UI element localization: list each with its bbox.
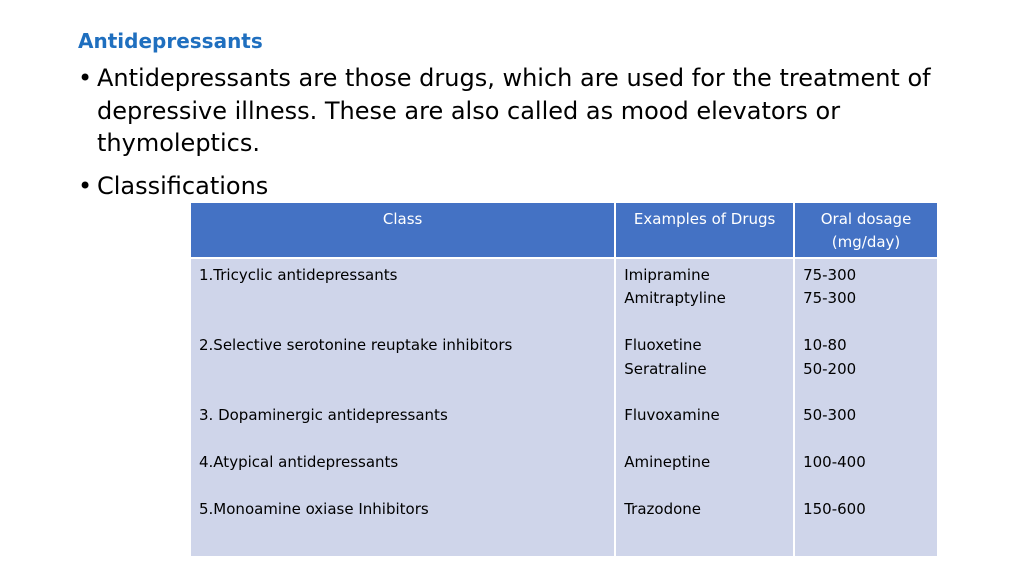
header-oral-dosage: Oral dosage (mg/day) [795,203,937,257]
dose-trazodone: 150-600 [803,500,866,518]
dose-fluvoxamine: 50-300 [803,406,857,425]
class-dopaminergic: 3. Dopaminergic antidepressants [199,406,448,425]
drug-amineptine: Amineptine [624,453,711,472]
header-examples: Examples of Drugs [616,203,793,257]
slide-title: Antidepressants [78,29,263,53]
antidepressant-table [189,201,939,558]
dosage-cell [795,259,937,556]
class-ssri: 2.Selective serotonine reuptake inhibitors [199,336,513,355]
dose-amineptine: 100-400 [803,453,866,472]
dose-amitraptyline: 75-300 [803,289,857,308]
dose-seratraline: 50-200 [803,359,857,378]
bullet-text-definition: Antidepressants are those drugs, which are used for the treatment of depressive illness. These are also called as mood elevators or thymoleptics. [97,64,931,157]
drug-seratraline: Seratraline [624,359,707,378]
dose-imipramine: 75-300 [803,266,857,284]
class-cell [191,259,614,556]
bullet-item-classifications [78,170,978,203]
class-atypical: 4.Atypical antidepressants [199,453,399,472]
table-header-row [191,203,937,257]
table-row [191,259,937,556]
dose-fluoxetine: 10-80 [803,336,847,355]
drug-fluvoxamine: Fluvoxamine [624,406,720,425]
class-tricyclic: 1.Tricyclic antidepressants [199,266,398,284]
drug-trazodone: Trazodone [624,500,702,518]
drug-fluoxetine: Fluoxetine [624,336,702,355]
bullet-item-definition [78,62,978,160]
drug-imipramine: Imipramine [624,266,710,284]
bullet-dot-icon: • [78,64,93,92]
bullet-text-classifications: Classifications [97,171,269,200]
examples-cell [616,259,793,556]
class-maoi: 5.Monoamine oxiase Inhibitors [199,500,429,518]
bullet-list [78,62,978,202]
drug-amitraptyline: Amitraptyline [624,289,726,308]
bullet-dot-icon: • [78,171,93,200]
header-class: Class [191,203,614,257]
